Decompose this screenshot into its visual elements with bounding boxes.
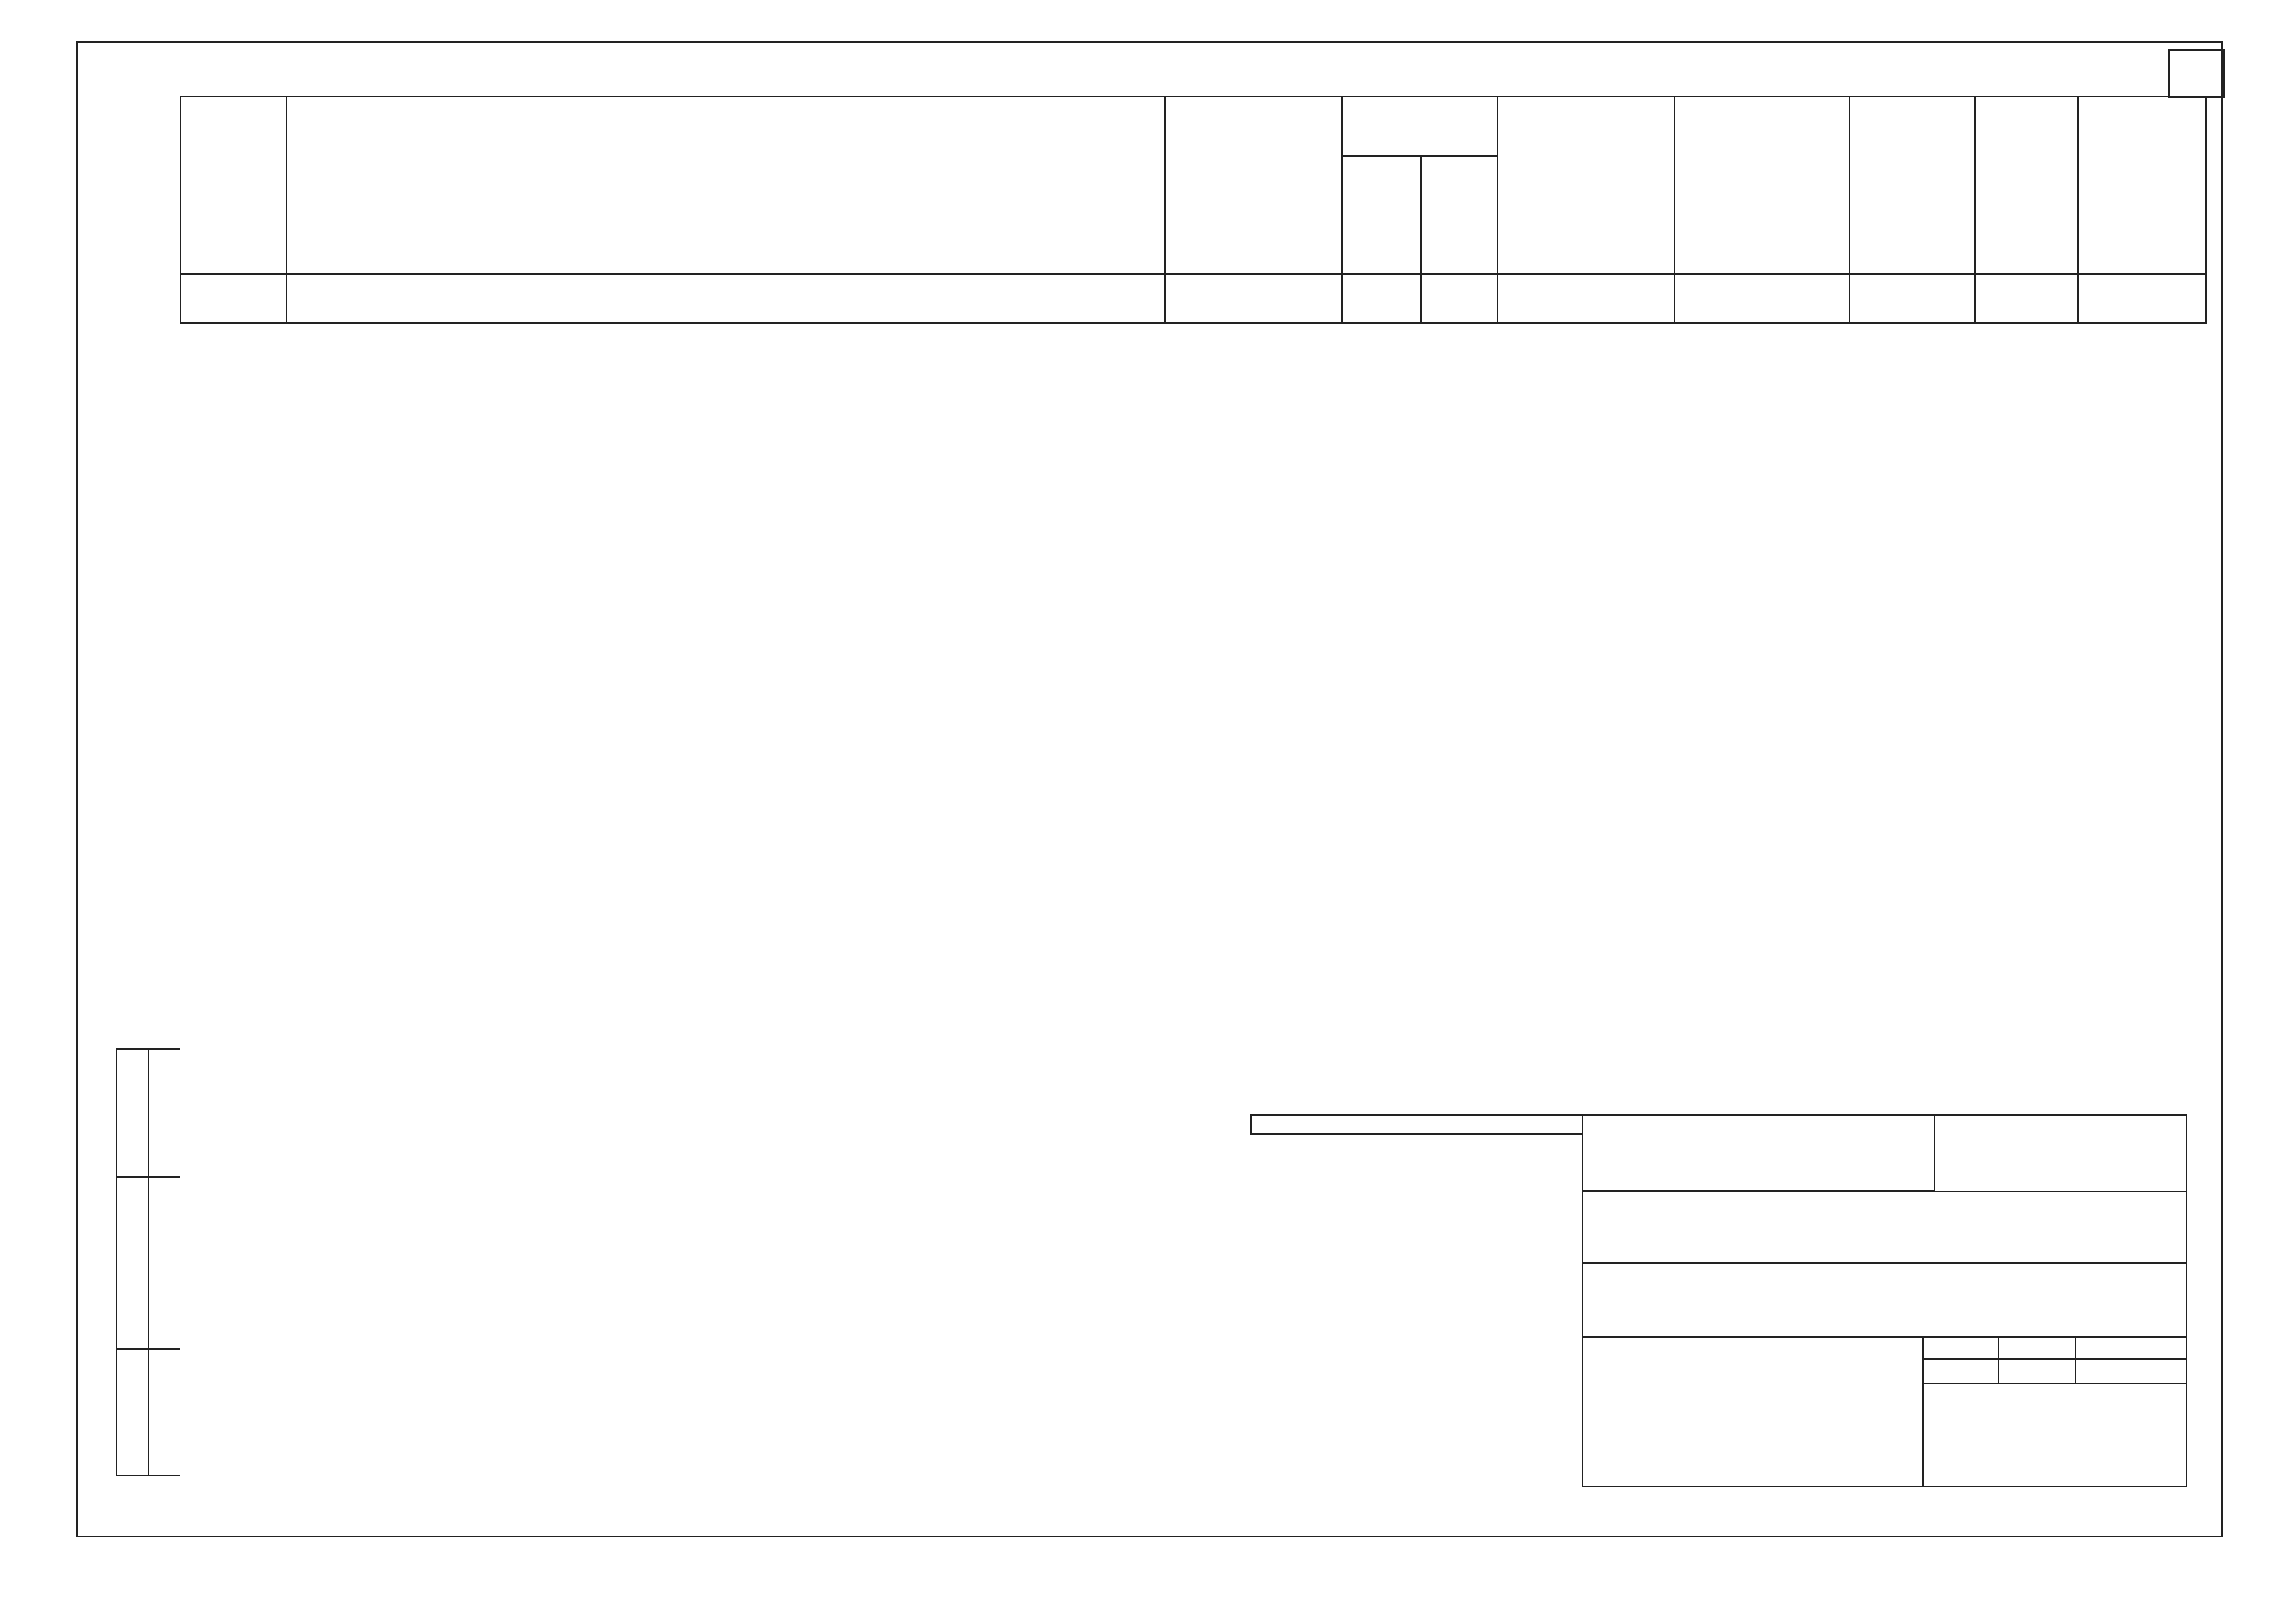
- divider: [1922, 1358, 2187, 1360]
- header-quantity: [1975, 97, 2078, 274]
- col-number: [1421, 274, 1498, 323]
- column-numbers-row: [181, 274, 2206, 323]
- divider: [1582, 1336, 2187, 1338]
- divider: [1922, 1383, 2187, 1384]
- left-strip-inner-line: [148, 1048, 149, 1476]
- col-number: [1850, 274, 1975, 323]
- divider: [1582, 1191, 2187, 1192]
- col-number: [1675, 274, 1850, 323]
- inv-number-label: [1251, 1115, 1583, 1134]
- header-price: [1850, 97, 1975, 274]
- col-number: [181, 274, 287, 323]
- privyazan-box: [1582, 1114, 1934, 1191]
- header-name: [287, 97, 1165, 274]
- divider: [1582, 1262, 2187, 1264]
- signature-table: [1250, 1114, 1583, 1135]
- header-unit-name: [1342, 156, 1421, 274]
- divider: [2075, 1336, 2076, 1383]
- divider: [1998, 1336, 1999, 1383]
- col-number: [1165, 274, 1342, 323]
- specification-table: [180, 96, 2207, 324]
- header-doc: [1165, 97, 1342, 274]
- col-number: [1975, 274, 2078, 323]
- col-number: [2078, 274, 2206, 323]
- header-plant-code: [1498, 97, 1675, 274]
- col-number: [1498, 274, 1675, 323]
- header-unit-group: [1342, 97, 1498, 156]
- header-unit-code: [1421, 156, 1498, 274]
- header-mass: [2078, 97, 2206, 274]
- col-number: [287, 274, 1165, 323]
- divider: [1934, 1114, 1935, 1191]
- page-number: [2168, 49, 2225, 98]
- col-number: [1342, 274, 1421, 323]
- header-material-code: [1675, 97, 1850, 274]
- header-row: [181, 97, 2206, 156]
- header-position: [181, 97, 287, 274]
